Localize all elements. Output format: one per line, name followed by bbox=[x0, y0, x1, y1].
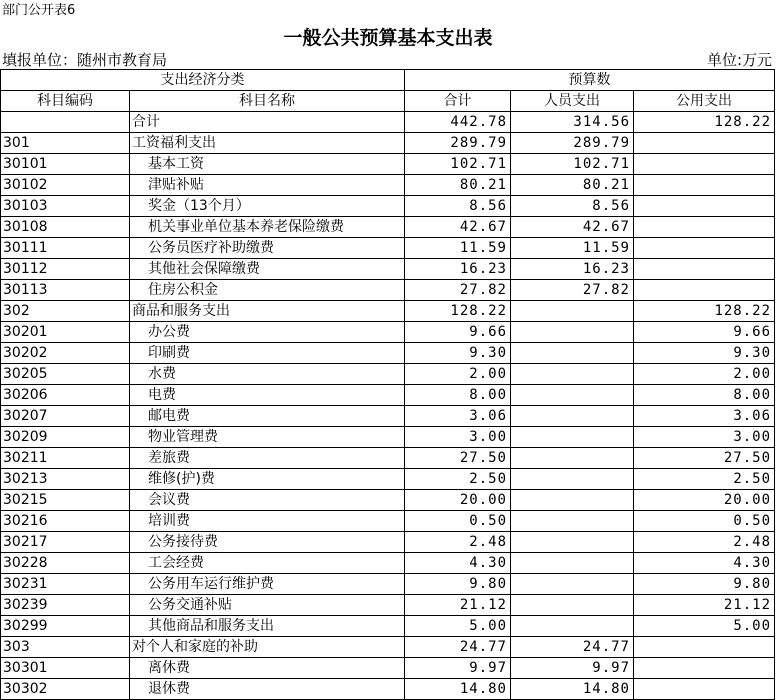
total-cell: 9.30 bbox=[405, 343, 511, 364]
table-row bbox=[1, 406, 775, 427]
personnel-cell: 11.59 bbox=[511, 238, 634, 259]
code-cell: 301 bbox=[1, 133, 130, 154]
public-cell: 9.30 bbox=[634, 343, 775, 364]
total-cell: 0.50 bbox=[405, 511, 511, 532]
table-row bbox=[1, 364, 775, 385]
table-row bbox=[1, 217, 775, 238]
code-cell: 30217 bbox=[1, 532, 130, 553]
total-cell: 80.21 bbox=[405, 175, 511, 196]
code-cell: 30108 bbox=[1, 217, 130, 238]
table-row bbox=[1, 112, 775, 133]
personnel-cell: 8.56 bbox=[511, 196, 634, 217]
name-cell: 奖金（13个月） bbox=[130, 196, 405, 217]
table-row bbox=[1, 133, 775, 154]
personnel-cell: 42.67 bbox=[511, 217, 634, 238]
name-cell: 基本工资 bbox=[130, 154, 405, 175]
group-header-budget: 预算数 bbox=[405, 70, 775, 91]
code-cell: 30202 bbox=[1, 343, 130, 364]
table-row bbox=[1, 280, 775, 301]
total-cell: 3.00 bbox=[405, 427, 511, 448]
public-cell bbox=[634, 154, 775, 175]
code-cell: 30201 bbox=[1, 322, 130, 343]
personnel-cell bbox=[511, 574, 634, 595]
public-cell bbox=[634, 175, 775, 196]
personnel-cell bbox=[511, 553, 634, 574]
name-cell: 津贴补贴 bbox=[130, 175, 405, 196]
public-cell: 20.00 bbox=[634, 490, 775, 511]
code-cell: 30301 bbox=[1, 658, 130, 679]
personnel-cell bbox=[511, 616, 634, 637]
table-row bbox=[1, 196, 775, 217]
name-cell: 其他社会保障缴费 bbox=[130, 259, 405, 280]
name-cell: 水费 bbox=[130, 364, 405, 385]
name-cell: 合计 bbox=[130, 112, 405, 133]
personnel-cell bbox=[511, 448, 634, 469]
total-cell: 8.00 bbox=[405, 385, 511, 406]
public-cell: 0.50 bbox=[634, 511, 775, 532]
code-cell: 30101 bbox=[1, 154, 130, 175]
public-cell: 2.48 bbox=[634, 532, 775, 553]
public-cell bbox=[634, 658, 775, 679]
code-cell: 30111 bbox=[1, 238, 130, 259]
public-cell bbox=[634, 217, 775, 238]
public-cell bbox=[634, 196, 775, 217]
public-cell: 3.06 bbox=[634, 406, 775, 427]
code-cell: 303 bbox=[1, 637, 130, 658]
personnel-cell: 314.56 bbox=[511, 112, 634, 133]
total-cell: 27.82 bbox=[405, 280, 511, 301]
personnel-cell bbox=[511, 490, 634, 511]
public-cell: 4.30 bbox=[634, 553, 775, 574]
personnel-cell bbox=[511, 427, 634, 448]
public-cell: 2.50 bbox=[634, 469, 775, 490]
personnel-cell bbox=[511, 595, 634, 616]
report-tag: 部门公开表6 bbox=[2, 3, 76, 18]
personnel-cell bbox=[511, 469, 634, 490]
code-cell: 30209 bbox=[1, 427, 130, 448]
code-cell bbox=[1, 112, 130, 133]
name-cell: 公务用车运行维护费 bbox=[130, 574, 405, 595]
public-cell: 5.00 bbox=[634, 616, 775, 637]
name-cell: 邮电费 bbox=[130, 406, 405, 427]
personnel-cell bbox=[511, 301, 634, 322]
code-cell: 30215 bbox=[1, 490, 130, 511]
code-cell: 30211 bbox=[1, 448, 130, 469]
code-cell: 30112 bbox=[1, 259, 130, 280]
name-cell: 印刷费 bbox=[130, 343, 405, 364]
public-cell: 8.00 bbox=[634, 385, 775, 406]
total-cell: 20.00 bbox=[405, 490, 511, 511]
total-cell: 102.71 bbox=[405, 154, 511, 175]
name-cell: 机关事业单位基本养老保险缴费 bbox=[130, 217, 405, 238]
total-cell: 4.30 bbox=[405, 553, 511, 574]
public-cell bbox=[634, 637, 775, 658]
total-cell: 16.23 bbox=[405, 259, 511, 280]
header-row-columns bbox=[1, 91, 775, 112]
name-cell: 物业管理费 bbox=[130, 427, 405, 448]
public-cell: 9.66 bbox=[634, 322, 775, 343]
code-cell: 30206 bbox=[1, 385, 130, 406]
total-cell: 14.80 bbox=[405, 679, 511, 700]
personnel-cell bbox=[511, 532, 634, 553]
total-cell: 27.50 bbox=[405, 448, 511, 469]
column-header-total: 合计 bbox=[405, 91, 511, 112]
total-cell: 11.59 bbox=[405, 238, 511, 259]
public-cell: 9.80 bbox=[634, 574, 775, 595]
total-cell: 128.22 bbox=[405, 301, 511, 322]
table-row bbox=[1, 553, 775, 574]
table-row bbox=[1, 616, 775, 637]
public-cell: 21.12 bbox=[634, 595, 775, 616]
personnel-cell: 27.82 bbox=[511, 280, 634, 301]
table-row bbox=[1, 532, 775, 553]
table-body bbox=[1, 112, 775, 700]
public-cell: 2.00 bbox=[634, 364, 775, 385]
total-cell: 2.00 bbox=[405, 364, 511, 385]
name-cell: 公务员医疗补助缴费 bbox=[130, 238, 405, 259]
budget-table bbox=[0, 69, 775, 700]
public-cell bbox=[634, 679, 775, 700]
personnel-cell: 102.71 bbox=[511, 154, 634, 175]
code-cell: 30213 bbox=[1, 469, 130, 490]
reporting-unit: 填报单位：随州市教育局 bbox=[2, 51, 168, 69]
personnel-cell bbox=[511, 322, 634, 343]
group-header-classification: 支出经济分类 bbox=[1, 70, 405, 91]
table-row bbox=[1, 595, 775, 616]
personnel-cell bbox=[511, 511, 634, 532]
currency-unit: 单位:万元 bbox=[706, 51, 772, 69]
total-cell: 289.79 bbox=[405, 133, 511, 154]
total-cell: 3.06 bbox=[405, 406, 511, 427]
table-row bbox=[1, 259, 775, 280]
name-cell: 对个人和家庭的补助 bbox=[130, 637, 405, 658]
name-cell: 公务交通补贴 bbox=[130, 595, 405, 616]
personnel-cell bbox=[511, 364, 634, 385]
public-cell bbox=[634, 259, 775, 280]
code-cell: 302 bbox=[1, 301, 130, 322]
name-cell: 差旅费 bbox=[130, 448, 405, 469]
table-row bbox=[1, 448, 775, 469]
name-cell: 工资福利支出 bbox=[130, 133, 405, 154]
personnel-cell: 80.21 bbox=[511, 175, 634, 196]
table-row bbox=[1, 490, 775, 511]
total-cell: 2.48 bbox=[405, 532, 511, 553]
table-row bbox=[1, 511, 775, 532]
personnel-cell bbox=[511, 406, 634, 427]
public-cell bbox=[634, 238, 775, 259]
public-cell bbox=[634, 133, 775, 154]
code-cell: 30102 bbox=[1, 175, 130, 196]
column-header-personnel: 人员支出 bbox=[511, 91, 634, 112]
code-cell: 30113 bbox=[1, 280, 130, 301]
name-cell: 电费 bbox=[130, 385, 405, 406]
column-header-name: 科目名称 bbox=[130, 91, 405, 112]
name-cell: 住房公积金 bbox=[130, 280, 405, 301]
public-cell: 27.50 bbox=[634, 448, 775, 469]
table-row bbox=[1, 427, 775, 448]
public-cell: 128.22 bbox=[634, 301, 775, 322]
public-cell: 128.22 bbox=[634, 112, 775, 133]
code-cell: 30231 bbox=[1, 574, 130, 595]
name-cell: 离休费 bbox=[130, 658, 405, 679]
name-cell: 工会经费 bbox=[130, 553, 405, 574]
name-cell: 公务接待费 bbox=[130, 532, 405, 553]
table-row bbox=[1, 154, 775, 175]
table-row bbox=[1, 574, 775, 595]
personnel-cell: 9.97 bbox=[511, 658, 634, 679]
code-cell: 30216 bbox=[1, 511, 130, 532]
name-cell: 维修(护)费 bbox=[130, 469, 405, 490]
total-cell: 5.00 bbox=[405, 616, 511, 637]
column-header-code: 科目编码 bbox=[1, 91, 130, 112]
name-cell: 商品和服务支出 bbox=[130, 301, 405, 322]
total-cell: 24.77 bbox=[405, 637, 511, 658]
total-cell: 42.67 bbox=[405, 217, 511, 238]
table-row bbox=[1, 343, 775, 364]
code-cell: 30239 bbox=[1, 595, 130, 616]
name-cell: 办公费 bbox=[130, 322, 405, 343]
total-cell: 2.50 bbox=[405, 469, 511, 490]
table-row bbox=[1, 175, 775, 196]
page-title: 一般公共预算基本支出表 bbox=[283, 27, 493, 49]
column-header-public: 公用支出 bbox=[634, 91, 775, 112]
name-cell: 其他商品和服务支出 bbox=[130, 616, 405, 637]
table-row bbox=[1, 238, 775, 259]
table-row bbox=[1, 385, 775, 406]
code-cell: 30103 bbox=[1, 196, 130, 217]
table-row bbox=[1, 301, 775, 322]
personnel-cell bbox=[511, 343, 634, 364]
code-cell: 30205 bbox=[1, 364, 130, 385]
table-row bbox=[1, 322, 775, 343]
public-cell bbox=[634, 280, 775, 301]
name-cell: 退休费 bbox=[130, 679, 405, 700]
table-row bbox=[1, 658, 775, 679]
personnel-cell: 14.80 bbox=[511, 679, 634, 700]
table-row bbox=[1, 679, 775, 700]
public-cell: 3.00 bbox=[634, 427, 775, 448]
total-cell: 9.66 bbox=[405, 322, 511, 343]
code-cell: 30207 bbox=[1, 406, 130, 427]
code-cell: 30299 bbox=[1, 616, 130, 637]
name-cell: 培训费 bbox=[130, 511, 405, 532]
total-cell: 8.56 bbox=[405, 196, 511, 217]
personnel-cell: 16.23 bbox=[511, 259, 634, 280]
table-row bbox=[1, 637, 775, 658]
personnel-cell: 24.77 bbox=[511, 637, 634, 658]
total-cell: 9.97 bbox=[405, 658, 511, 679]
name-cell: 会议费 bbox=[130, 490, 405, 511]
total-cell: 9.80 bbox=[405, 574, 511, 595]
header-row-groups bbox=[1, 70, 775, 91]
personnel-cell: 289.79 bbox=[511, 133, 634, 154]
total-cell: 21.12 bbox=[405, 595, 511, 616]
table-row bbox=[1, 469, 775, 490]
total-cell: 442.78 bbox=[405, 112, 511, 133]
code-cell: 30228 bbox=[1, 553, 130, 574]
personnel-cell bbox=[511, 385, 634, 406]
code-cell: 30302 bbox=[1, 679, 130, 700]
